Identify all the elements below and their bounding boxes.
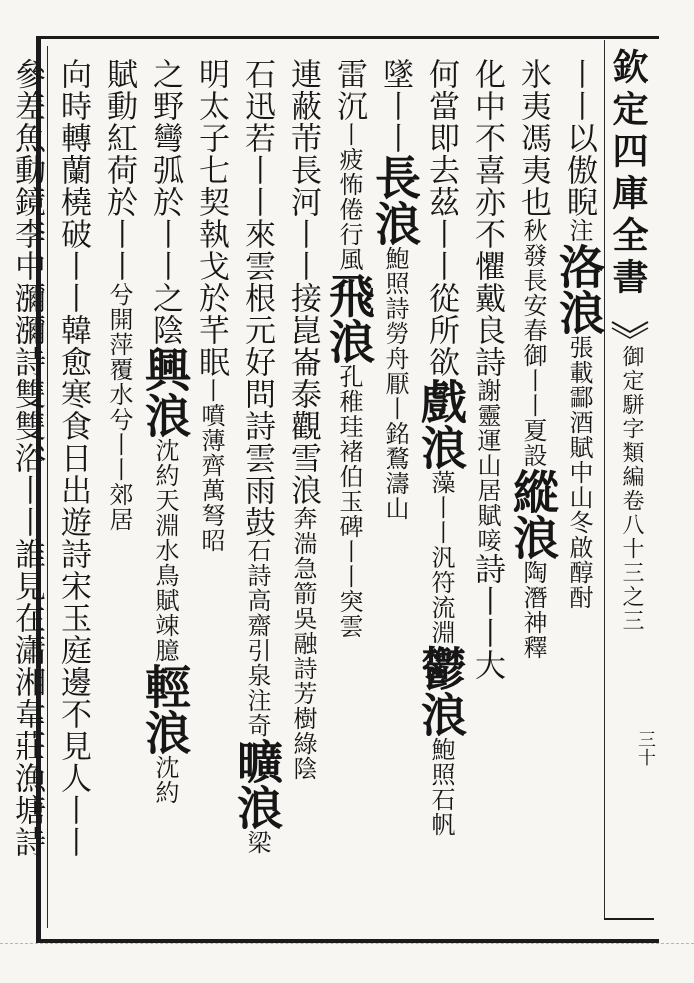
headword: 洛浪 bbox=[552, 243, 606, 335]
annotation-text: 奔湍急箭吳融詩芳樹綠陰 bbox=[289, 506, 317, 781]
headword: 戲浪 bbox=[414, 378, 468, 470]
headword: 曠浪 bbox=[230, 738, 284, 830]
text-column bbox=[188, 58, 234, 908]
body-text: 氷夷馮夷也 bbox=[515, 58, 551, 218]
body-text: 之野彎弧於丨丨之陰 bbox=[147, 58, 183, 346]
text-column bbox=[280, 58, 326, 908]
annotation-text: 石詩高齋引泉注奇 bbox=[243, 538, 271, 738]
fish-tail-icon bbox=[610, 318, 650, 342]
subtitle-text: 御定駢字類編 bbox=[619, 345, 644, 489]
annotation-text: 丨疲怖倦行風 bbox=[335, 122, 363, 272]
banner-title-block bbox=[606, 48, 650, 318]
volume-text: 卷八十三之三 bbox=[619, 489, 644, 633]
annotation-text: 兮開萍覆水兮丨丨 bbox=[105, 282, 133, 482]
body-text: 連蔽芾長河丨丨接崑崙泰觀雪浪 bbox=[285, 58, 321, 506]
annotation-text: 銘鶩濤山 bbox=[381, 421, 409, 521]
text-column bbox=[138, 58, 192, 908]
body-text: 何當即去茲丨丨從所欲 bbox=[423, 58, 459, 378]
body-text: 化中不喜亦不懼戴良詩 bbox=[469, 58, 505, 378]
body-text: 詩丨丨大 bbox=[469, 553, 505, 681]
body-text: 石迅若丨丨來雲根元好問詩雲雨鼓 bbox=[239, 58, 275, 538]
headword: 長浪 bbox=[368, 154, 422, 246]
text-column bbox=[368, 58, 422, 908]
headword: 縱浪 bbox=[506, 468, 560, 560]
body-text: 墜丨丨 bbox=[377, 58, 413, 154]
book-title: 欽定四庫全書 bbox=[607, 48, 649, 300]
text-column bbox=[322, 58, 376, 908]
annotation-text: 丨噴薄齊萬弩 bbox=[197, 378, 225, 528]
headword: 輕浪 bbox=[138, 663, 192, 755]
text-column bbox=[4, 58, 50, 908]
annotation-text: 張載酃酒賦中山冬啟醇酎 bbox=[565, 335, 593, 610]
body-text: 參差魚動鏡李中瀰瀰詩雙雙浴丨丨誰見在瀟湘韋莊漁塘詩 bbox=[9, 58, 45, 858]
text-column bbox=[552, 58, 606, 908]
text-column bbox=[506, 58, 560, 908]
annotation-text: 謝靈運山居賦唼 bbox=[473, 378, 501, 553]
annotation-text: 注 bbox=[565, 218, 593, 243]
body-text: 賦動紅荷於丨丨 bbox=[101, 58, 137, 282]
book-subtitle bbox=[610, 345, 650, 633]
text-column bbox=[230, 58, 284, 908]
headword: 鬱浪 bbox=[414, 645, 468, 737]
annotation-text: 孔稚珪褚伯玉碑丨丨突雲 bbox=[335, 364, 363, 639]
body-text: 丨丨以傲睨 bbox=[561, 58, 597, 218]
body-text: 明太子七契執戈於芊眠 bbox=[193, 58, 229, 378]
headword: 飛浪 bbox=[322, 272, 376, 364]
annotation-text: 郊居 bbox=[105, 482, 133, 532]
text-column bbox=[50, 58, 96, 908]
text-column bbox=[96, 58, 142, 908]
annotation-text: 鮑照石帆 bbox=[427, 737, 455, 837]
annotation-text: 沈約 bbox=[151, 755, 179, 805]
folio-number: 三十 bbox=[635, 730, 656, 766]
annotation-text: 鮑照詩勞舟厭丨 bbox=[381, 246, 409, 421]
text-columns bbox=[9, 58, 606, 908]
annotation-text: 沈約天淵水鳥賦竦臆 bbox=[151, 438, 179, 663]
annotation-text: 昭 bbox=[197, 528, 225, 553]
annotation-text: 秋發長安春御丨丨夏設 bbox=[519, 218, 547, 468]
text-column bbox=[464, 58, 510, 908]
annotation-text: 陶潛神釋 bbox=[519, 560, 547, 660]
annotation-text: 藻丨丨汎符流淵 bbox=[427, 470, 455, 645]
text-column bbox=[414, 58, 468, 908]
page-bottom-edge bbox=[0, 943, 694, 944]
body-text: 雷沉 bbox=[331, 58, 367, 122]
headword: 興浪 bbox=[138, 346, 192, 438]
annotation-text: 梁 bbox=[243, 830, 271, 855]
banner-bottom-rule bbox=[604, 918, 654, 920]
body-text: 向時轉蘭橈破丨丨韓愈寒食日出遊詩宋玉庭邊不見人丨丨 bbox=[55, 58, 91, 858]
